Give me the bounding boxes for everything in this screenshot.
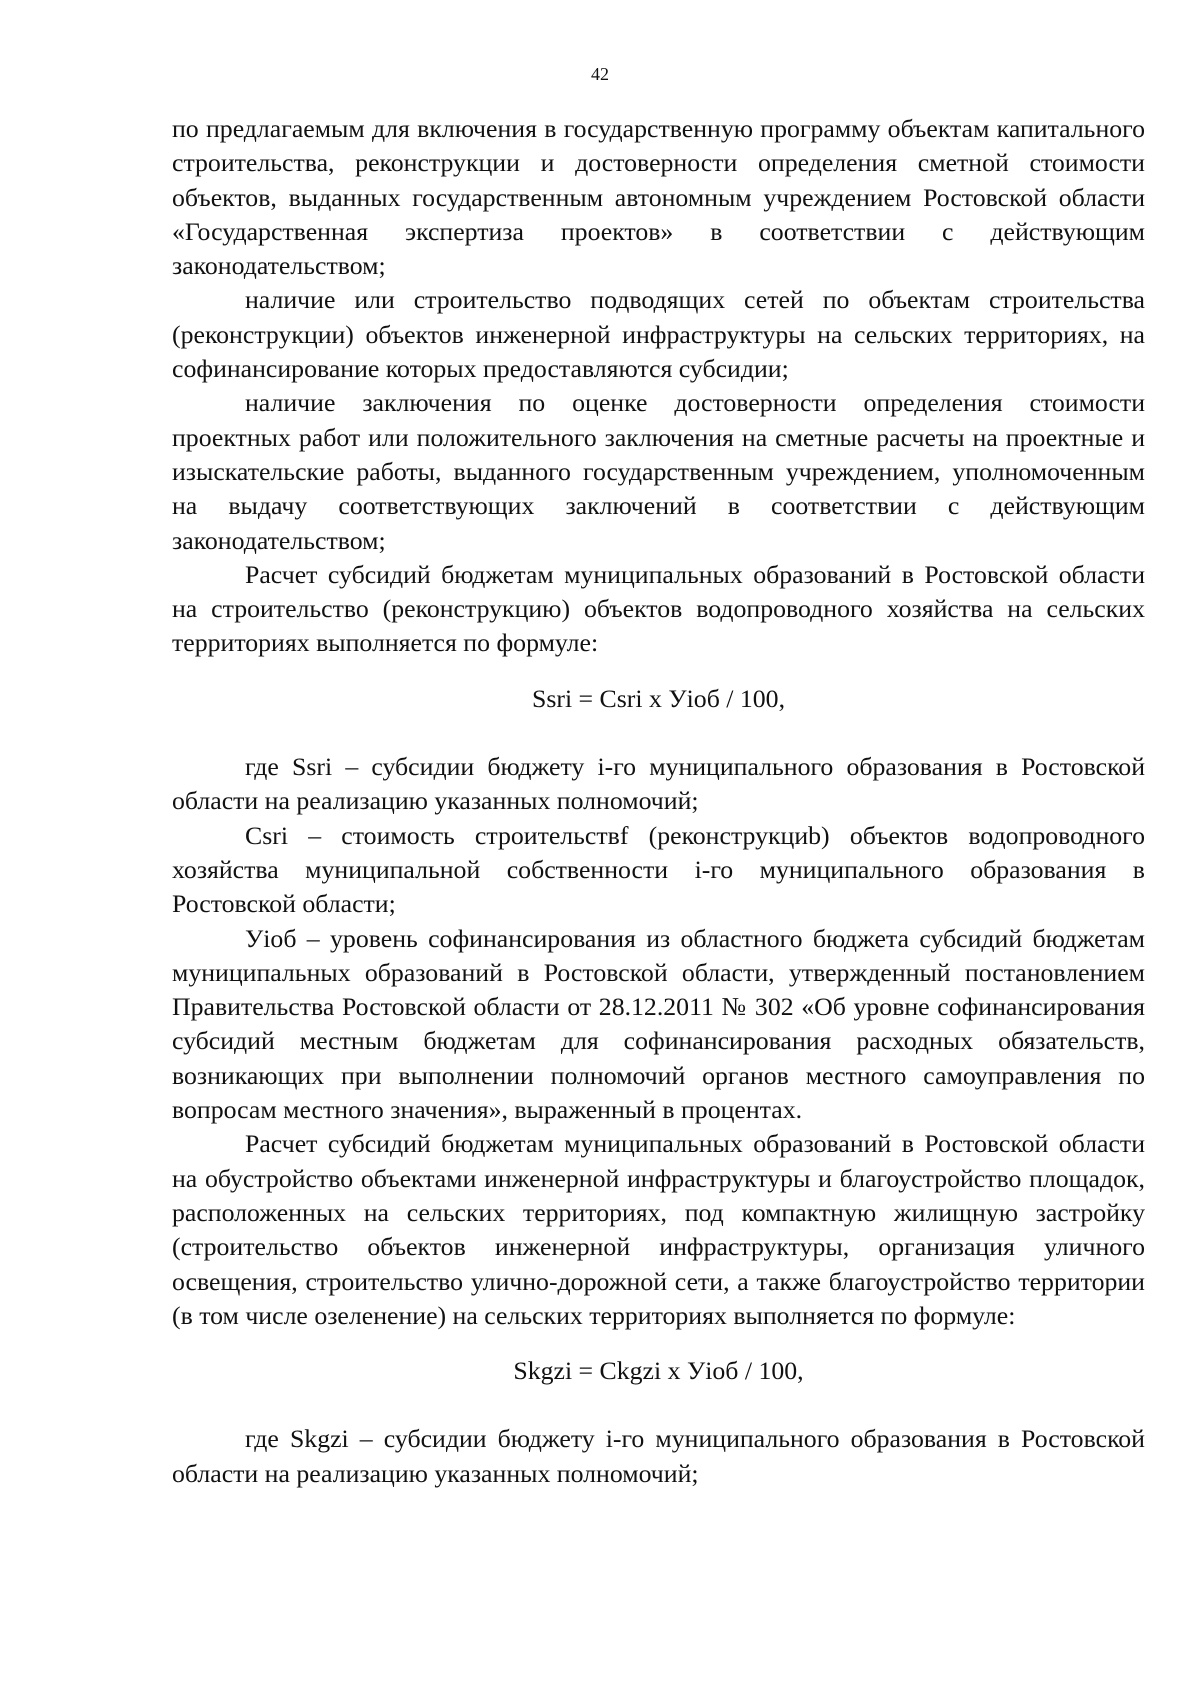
paragraph-cofinancing-level-definition: Уioб – уровень софинансирования из областного бюджета субсидий бюджетам муниципальных образований в Ростовской области, утвержденный постановлением Правительства Ростовской области от 28.12.2011 № 302 «Об уровне софинансирования субсидий местным бюджетам для софинансирования расходных обязательств, возникающих при выполнении полномочий органов местного самоуправления по вопросам местного значения», выраженный в процентах. — [172, 923, 1145, 1125]
document-body — [172, 112, 1145, 1491]
paragraph-ssri-definition: где Ssri – субсидии бюджету i-го муниципального образования в Ростовской области на реализацию указанных полномочий; — [172, 752, 1145, 816]
paragraph-continuation: по предлагаемым для включения в государственную программу объектам капитального строительства, реконструкции и достоверности определения сметной стоимости объектов, выданных государственным автономным учреждением Ростовской области «Государственная экспертиза проектов» в соответствии с действующим законодательством; — [172, 114, 1145, 281]
page-number: 42 — [591, 64, 609, 84]
paragraph-csri-definition: Csri – стоимость строительствf (реконструкциb) объектов водопроводного хозяйства муниципальной собственности i-го муниципального образования в Ростовской области; — [172, 820, 1145, 919]
paragraph-supply-networks: наличие или строительство подводящих сетей по объектам строительства (реконструкции) объектов инженерной инфраструктуры на сельских территориях, на софинансирование которых предоставляются субсидии; — [172, 285, 1145, 384]
formula-skgzi: Skgzi = Ckgzi х Уioб / 100, — [513, 1356, 804, 1386]
formula-ssri: Ssri = Csri х Уioб / 100, — [531, 683, 786, 713]
paragraph-water-calculation-intro: Расчет субсидий бюджетам муниципальных образований в Ростовской области на строительство (реконструкцию) объектов водопроводного хозяйства на сельских территориях выполняется по формуле: — [172, 559, 1145, 658]
paragraph-skgzi-definition: где Skgzi – субсидии бюджету i-го муниципального образования в Ростовской области на реализацию указанных полномочий; — [172, 1424, 1145, 1488]
paragraph-cost-conclusion: наличие заключения по оценке достоверности определения стоимости проектных работ или положительного заключения на сметные расчеты на проектные и изыскательские работы, выданного государственным учреждением, уполномоченным на выдачу соответствующих заключений в соответствии с действующим законодательством; — [172, 388, 1145, 555]
paragraph-infrastructure-calculation-intro: Расчет субсидий бюджетам муниципальных образований в Ростовской области на обустройство объектами инженерной инфраструктуры и благоустройство площадок, расположенных на сельских территориях, под компактную жилищную застройку (строительство объектов инженерной инфраструктуры, организация уличного освещения, строительство улично-дорожной сети, а также благоустройство территории (в том числе озеленение) на сельских территориях выполняется по формуле: — [172, 1129, 1145, 1330]
